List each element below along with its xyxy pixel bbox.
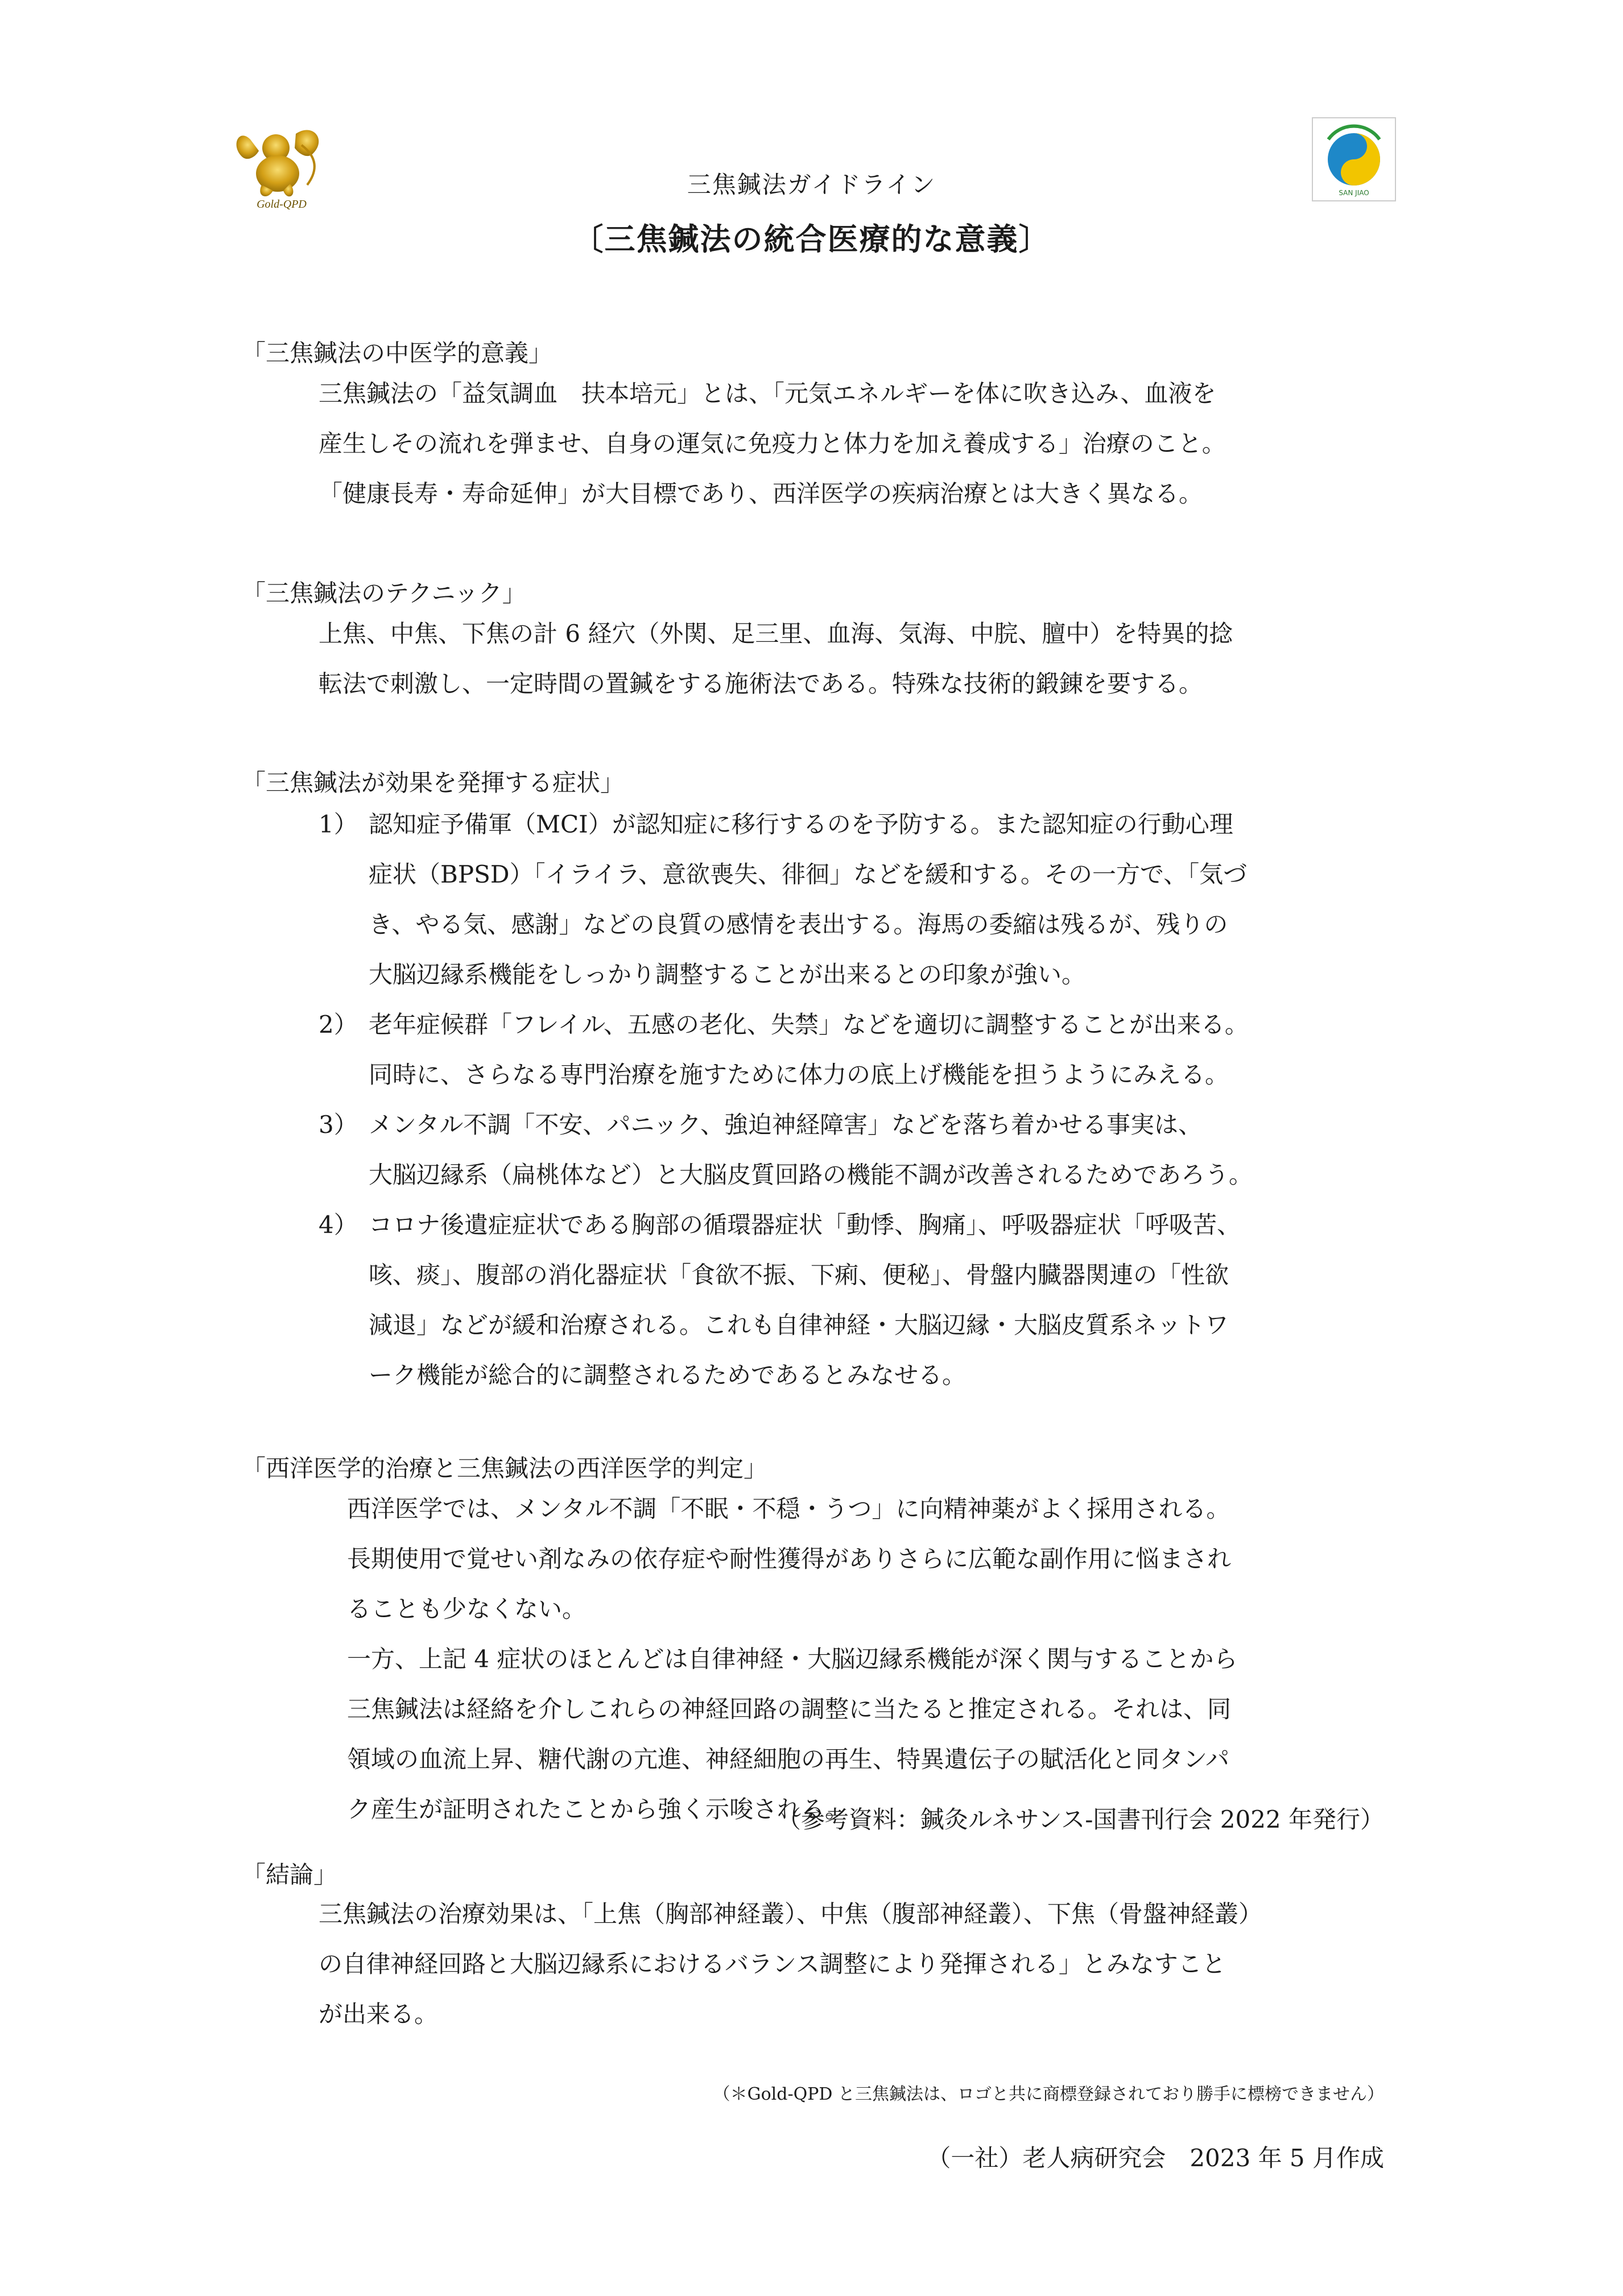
text-line: 咳、痰」、腹部の消化器症状「食欲不振、下痢、便秘」、骨盤内臓器関連の「性欲	[369, 1261, 1229, 1289]
text-line: 一方、上記 4 症状のほとんどは自律神経・大脳辺縁系機能が深く関与することから	[347, 1645, 1238, 1673]
section-heading-conclusion: 「結論」	[242, 1861, 338, 1889]
footer-attribution: （一社）老人病研究会 2023 年 5 月作成	[927, 2144, 1384, 2172]
trademark-note: （＊Gold-QPD と三焦鍼法は、ロゴと共に商標登録されており勝手に標榜できません）	[713, 2084, 1384, 2104]
text-line: 同時に、さらなる専門治療を施すために体力の底上げ機能を担うようにみえる。	[369, 1061, 1229, 1089]
text-line: 減退」などが緩和治療される。これも自律神経・大脳辺縁・大脳皮質系ネットワ	[369, 1311, 1229, 1339]
text-line: 西洋医学では、メンタル不調「不眠・不穏・うつ」に向精神薬がよく採用される。	[347, 1495, 1230, 1523]
text-line: 産生しその流れを弾ませ、自身の運気に免疫力と体力を加え養成する」治療のこと。	[319, 430, 1226, 457]
text-line: が出来る。	[319, 2000, 439, 2028]
gold-qpd-logo-text: Gold-QPD	[257, 198, 307, 211]
section-heading-chuui: 「三焦鍼法の中医学的意義」	[242, 339, 553, 367]
item-number: 2）	[319, 1011, 358, 1038]
text-line: 三焦鍼法は経絡を介しこれらの神経回路の調整に当たると推定される。それは、同	[347, 1695, 1232, 1723]
item-number: 4）	[319, 1211, 358, 1239]
text-line: 大脳辺縁系機能をしっかり調整することが出来るとの印象が強い。	[369, 961, 1086, 988]
section-heading-symptoms: 「三焦鍼法が効果を発揮する症状」	[242, 769, 625, 797]
text-line: 上焦、中焦、下焦の計 6 経穴（外関、足三里、血海、気海、中脘、膻中）を特異的捻	[319, 620, 1233, 648]
item-number: 3）	[319, 1111, 358, 1139]
section-body-conclusion	[319, 1889, 1262, 2039]
text-line: 三焦鍼法の治療効果は、「上焦（胸部神経叢）、中焦（腹部神経叢）、下焦（骨盤神経叢）	[319, 1900, 1263, 1928]
section-heading-western: 「西洋医学的治療と三焦鍼法の西洋医学的判定」	[242, 1454, 768, 1482]
section-body-western	[347, 1484, 1237, 1835]
item-number: 1）	[319, 810, 358, 838]
text-line: 三焦鍼法の「益気調血 扶本培元」とは、「元気エネルギーを体に吹き込み、血液を	[319, 380, 1216, 407]
text-line: 症状（BPSD）「イライラ、意欲喪失、徘徊」などを緩和する。その一方で、「気づ	[369, 860, 1248, 888]
text-line: き、やる気、感謝」などの良質の感情を表出する。海馬の委縮は残るが、残りの	[369, 910, 1228, 938]
text-line: 老年症候群「フレイル、五感の老化、失禁」などを適切に調整することが出来る。	[369, 1011, 1249, 1038]
text-line: ることも少なくない。	[347, 1595, 587, 1623]
document-title: 〔三焦鍼法の統合医療的な意義〕	[572, 221, 1051, 257]
text-line: メンタル不調「不安、パニック、強迫神経障害」などを落ち着かせる事実は、	[369, 1111, 1202, 1139]
text-line: 領域の血流上昇、糖代謝の亢進、神経細胞の再生、特異遺伝子の賦活化と同タンパ	[347, 1745, 1230, 1773]
section-heading-technique: 「三焦鍼法のテクニック」	[242, 579, 526, 607]
san-jiao-logo-text: SAN JIAO	[1339, 189, 1369, 197]
section-body-chuui	[319, 369, 1226, 519]
text-line: 認知症予備軍（MCI）が認知症に移行するのを予防する。また認知症の行動心理	[369, 810, 1233, 838]
text-line: ーク機能が総合的に調整されるためであるとみなせる。	[369, 1361, 967, 1389]
reference-citation: （参考資料：鍼灸ルネサンス-国書刊行会 2022 年発行）	[777, 1806, 1384, 1833]
text-line: 転法で刺激し、一定時間の置鍼をする施術法である。特殊な技術的鍛錬を要する。	[319, 670, 1203, 698]
document-subtitle: 三焦鍼法ガイドライン	[687, 171, 936, 199]
text-line: 長期使用で覚せい剤なみの依存症や耐性獲得がありさらに広範な副作用に悩まされ	[347, 1545, 1232, 1573]
section-body-technique	[319, 609, 1233, 709]
text-line: の自律神経回路と大脳辺縁系におけるバランス調整により発揮される」とみなすこと	[319, 1950, 1226, 1978]
text-line: ク産生が証明されたことから強く示唆される。	[347, 1795, 849, 1823]
text-line: 大脳辺縁系（扁桃体など）と大脳皮質回路の機能不調が改善されるためであろう。	[369, 1161, 1253, 1189]
text-line: 「健康長寿・寿命延伸」が大目標であり、西洋医学の疾病治療とは大きく異なる。	[319, 480, 1203, 508]
text-line: コロナ後遺症症状である胸部の循環器症状「動悸、胸痛」、呼吸器症状「呼吸苦、	[369, 1211, 1241, 1239]
